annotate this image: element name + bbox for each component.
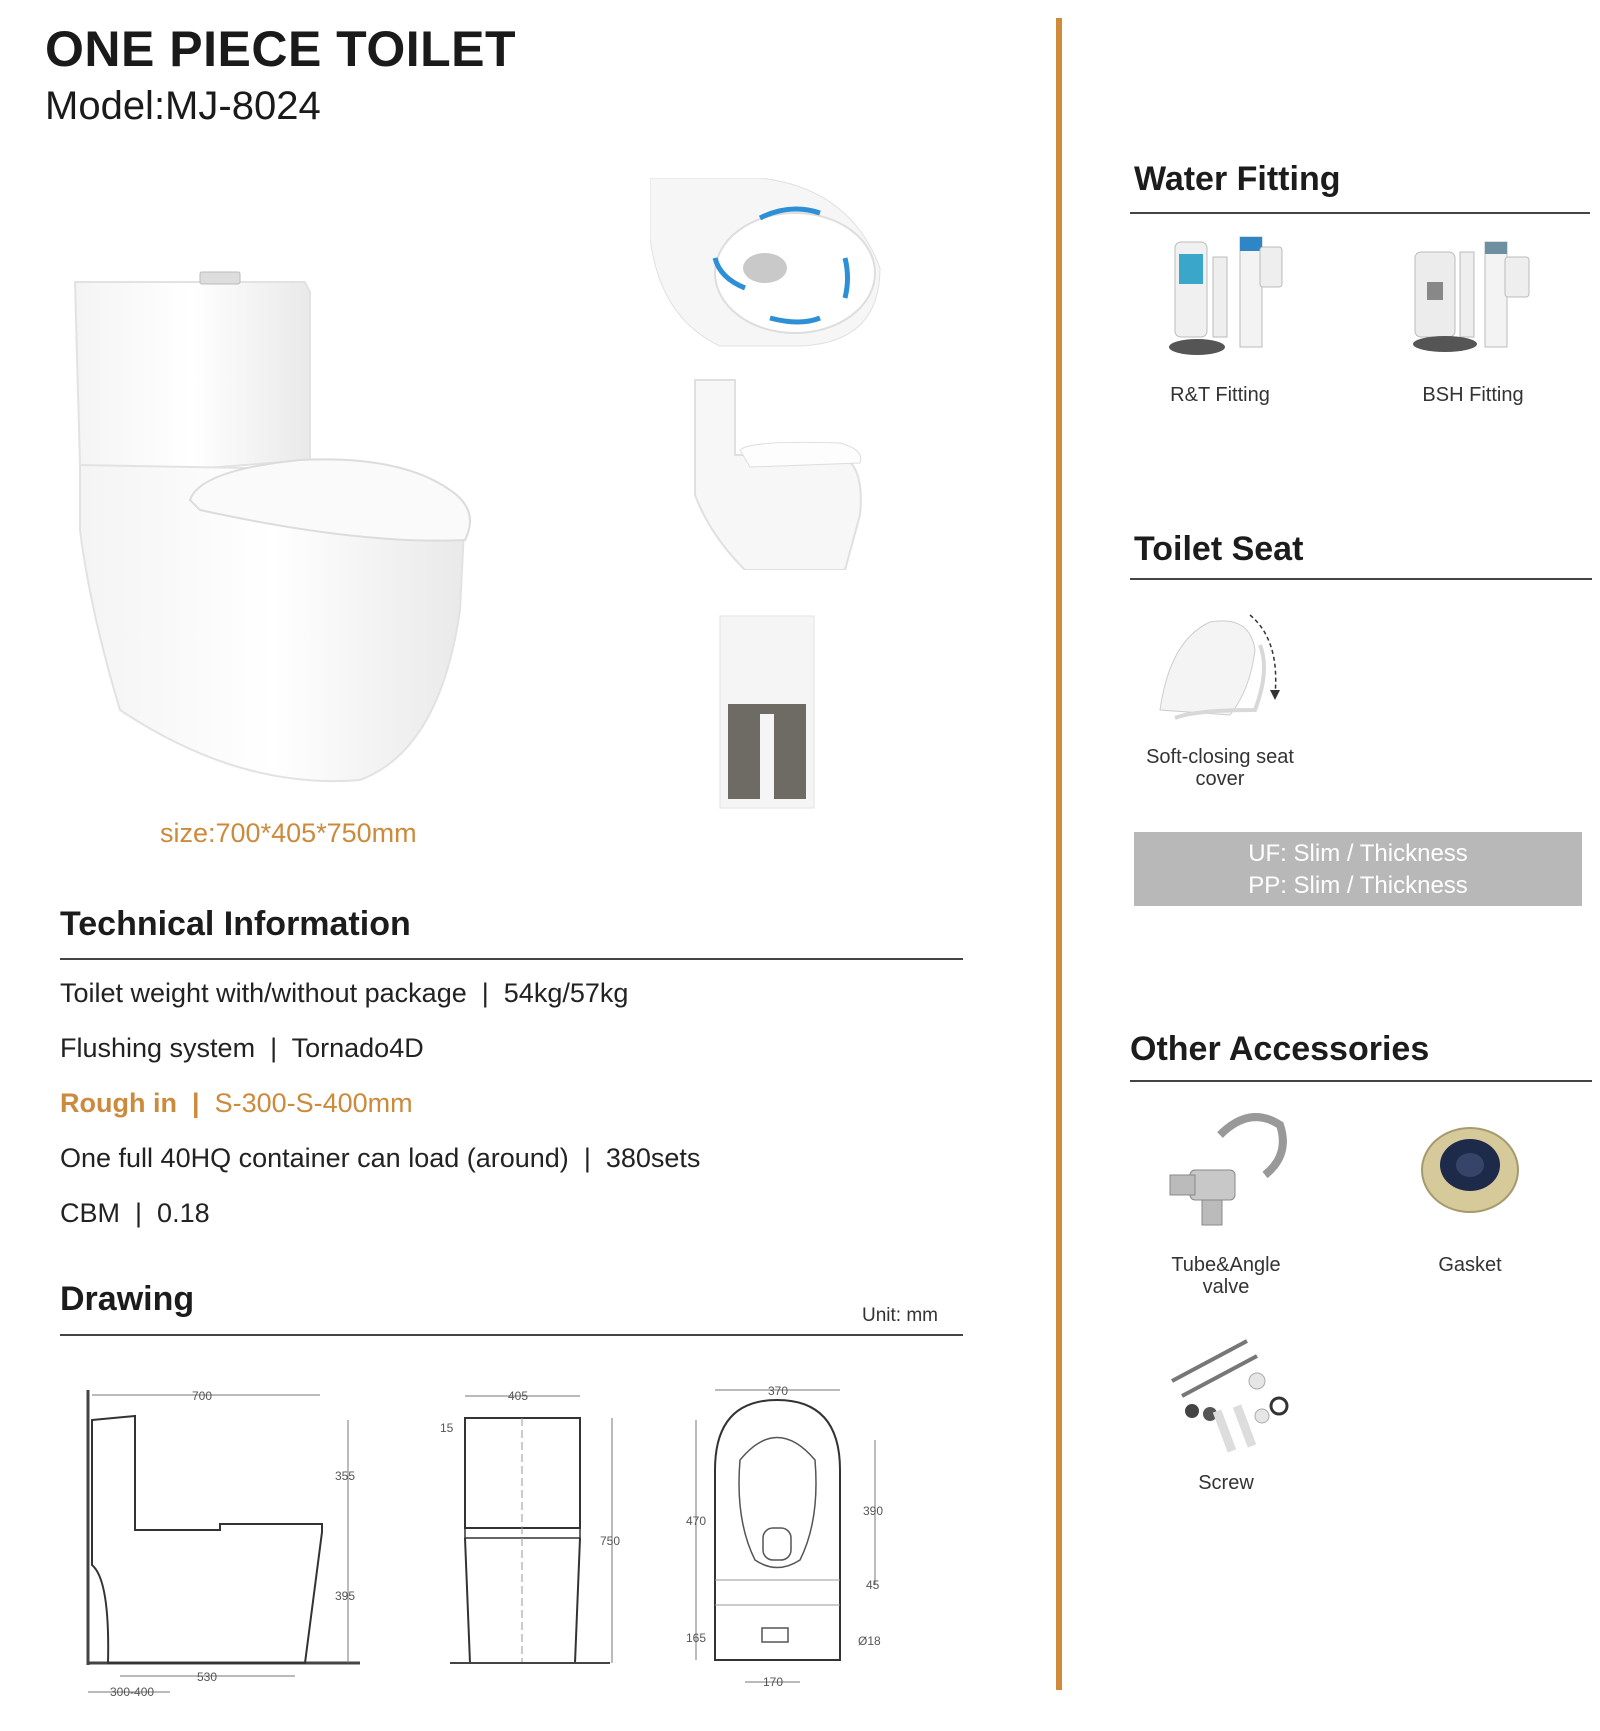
dim-front-height: 750 (600, 1534, 621, 1548)
soft-close-caption: Soft-closing seat cover (1146, 746, 1294, 790)
dim-top-length: 470 (686, 1514, 707, 1528)
tech-row-container: One full 40HQ container can load (around) | 380sets (60, 1143, 701, 1173)
tech-row-cbm: CBM | 0.18 (60, 1198, 210, 1228)
dim-top-width: 370 (768, 1384, 789, 1398)
tube-angle-valve-image (1160, 1105, 1300, 1235)
tech-row-flushing: Flushing system | Tornado4D (60, 1033, 424, 1063)
toilet-seat-rule (1130, 578, 1592, 580)
top-view-drawing (680, 1360, 900, 1700)
dim-side-base: 530 (197, 1670, 218, 1684)
dim-front-width: 405 (508, 1389, 529, 1403)
soft-close-seat-image (1150, 610, 1290, 730)
water-fitting-rule (1130, 212, 1590, 214)
front-view-drawing (430, 1380, 630, 1690)
dim-side-rough: 300-400 (110, 1685, 155, 1699)
technical-rule (60, 958, 963, 960)
drawing-unit: Unit: mm (862, 1305, 938, 1326)
size-label: size:700*405*750mm (160, 818, 417, 848)
gasket-caption: Gasket (1438, 1254, 1502, 1276)
seat-options-band: UF: Slim / Thickness PP: Slim / Thickness (1134, 832, 1582, 906)
dim-front-lid: 15 (440, 1421, 454, 1435)
drawing-heading: Drawing (60, 1280, 195, 1318)
technical-heading: Technical Information (60, 905, 411, 943)
side-view-drawing (80, 1380, 370, 1710)
toilet-seat-heading: Toilet Seat (1134, 530, 1304, 568)
dim-top-hole: Ø18 (858, 1634, 881, 1648)
rt-fitting-image (1165, 232, 1295, 362)
accessories-rule (1130, 1080, 1592, 1082)
tech-row-rough-in: Rough in | S-300-S-400mm (60, 1088, 413, 1118)
drawing-rule (60, 1334, 963, 1336)
screw-caption: Screw (1198, 1472, 1254, 1494)
column-divider (1056, 18, 1062, 1690)
rear-view-image (718, 614, 818, 810)
screw-image (1162, 1336, 1292, 1466)
gasket-image (1415, 1110, 1525, 1220)
dim-side-bowl: 395 (335, 1589, 356, 1603)
dim-top-seat: 390 (863, 1504, 884, 1518)
dim-side-width: 700 (192, 1389, 213, 1403)
dim-top-rear: 165 (686, 1631, 707, 1645)
accessories-heading: Other Accessories (1130, 1030, 1430, 1068)
dim-top-bolt: 170 (763, 1675, 784, 1689)
side-view-image (690, 375, 870, 570)
tech-row-weight: Toilet weight with/without package | 54kg/57kg (60, 978, 629, 1008)
tube-angle-valve-caption: Tube&Angle valve (1171, 1254, 1281, 1298)
model-number: Model:MJ-8024 (45, 84, 321, 128)
page-title: ONE PIECE TOILET (45, 21, 517, 77)
rt-fitting-caption: R&T Fitting (1170, 384, 1270, 406)
bsh-fitting-caption: BSH Fitting (1422, 384, 1524, 406)
bsh-fitting-image (1405, 232, 1545, 362)
main-toilet-image (60, 270, 520, 800)
bowl-flush-image (650, 178, 885, 348)
water-fitting-heading: Water Fitting (1134, 160, 1341, 198)
dim-top-gap: 45 (866, 1578, 880, 1592)
dim-side-tank: 355 (335, 1469, 356, 1483)
